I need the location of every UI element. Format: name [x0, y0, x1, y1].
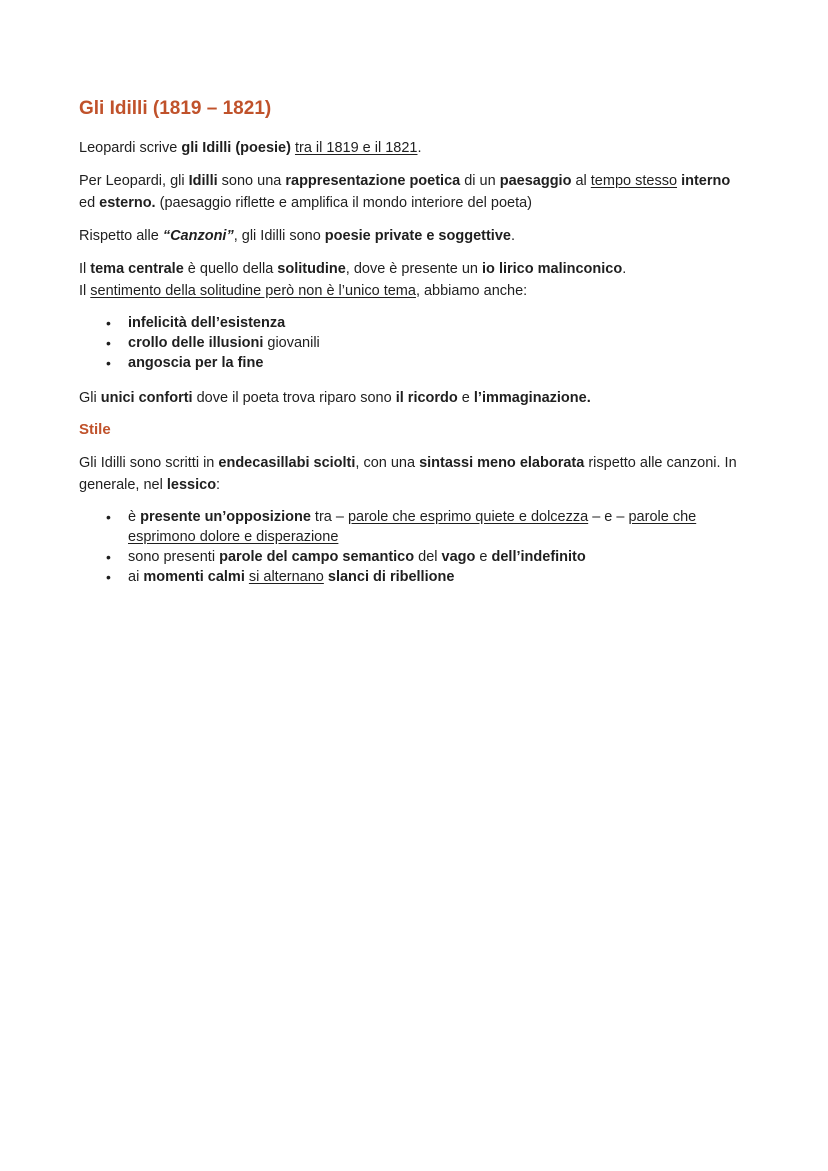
text-run: al	[571, 173, 591, 189]
text-run: ai	[128, 569, 144, 585]
text-run: Per Leopardi, gli	[79, 173, 189, 189]
text-run: tra il 1819 e il 1821	[294, 140, 418, 156]
text-run: sono presenti	[128, 549, 220, 565]
text-run: (paesaggio riflette e amplifica il mondo interiore del poeta)	[155, 195, 532, 211]
text-run: Leopardi scrive	[79, 140, 182, 156]
text-run: io lirico malinconico	[482, 261, 623, 277]
text-run: e	[475, 549, 492, 565]
text-run: l’immaginazione.	[473, 390, 591, 406]
text-run: è	[128, 509, 141, 525]
text-run: parole che esprimono dolore e disperazione	[128, 509, 697, 545]
text-run: , con una	[355, 455, 420, 471]
text-run: Gli	[79, 390, 101, 406]
list-item	[128, 567, 750, 587]
text-run: Gli Idilli sono scritti in	[79, 455, 219, 471]
list-item	[128, 507, 750, 547]
text-run: poesie private e soggettive	[324, 228, 511, 244]
text-run: vago	[441, 549, 476, 565]
text-run: , dove è presente un	[345, 261, 483, 277]
text-run: del	[414, 549, 442, 565]
text-run: tema centrale	[90, 261, 184, 277]
text-run: gli Idilli (poesie)	[181, 140, 291, 156]
text-run: parole che esprimo quiete e dolcezza	[347, 509, 589, 525]
text-run: .	[510, 228, 515, 244]
text-run: presente un’opposizione	[140, 509, 311, 525]
list-item	[128, 313, 750, 333]
text-run: sentimento della solitudine però non è l’unico tema	[90, 283, 416, 299]
paragraph	[79, 452, 750, 496]
text-run: e	[457, 390, 474, 406]
text-run: è quello della	[183, 261, 278, 277]
text-run: si alternano	[248, 569, 324, 585]
text-run: “Canzoni”	[162, 228, 234, 244]
text-run: paesaggio	[499, 173, 572, 189]
text-run: infelicità dell’esistenza	[128, 315, 286, 331]
text-run: tra –	[310, 509, 348, 525]
document-content	[79, 96, 750, 601]
list-item	[128, 353, 750, 373]
list-item	[128, 333, 750, 353]
text-run: solitudine	[277, 261, 346, 277]
paragraph	[79, 258, 750, 302]
text-run: di un	[460, 173, 500, 189]
text-run: sono una	[217, 173, 286, 189]
paragraph	[79, 387, 750, 409]
text-run: crollo delle illusioni	[128, 335, 264, 351]
text-run: esterno.	[99, 195, 156, 211]
text-run: parole del campo semantico	[219, 549, 415, 565]
bullet-list	[79, 507, 750, 587]
paragraph	[79, 137, 750, 159]
text-run: slanci di ribellione	[327, 569, 455, 585]
text-run: , gli Idilli sono	[233, 228, 325, 244]
text-run: dell’indefinito	[491, 549, 586, 565]
text-run: rappresentazione poetica	[285, 173, 461, 189]
text-run: momenti calmi	[143, 569, 245, 585]
text-run: sintassi meno elaborata	[419, 455, 585, 471]
page-title	[79, 96, 750, 121]
text-run: interno	[681, 173, 731, 189]
text-run: .	[417, 140, 422, 156]
text-run: rispetto alle canzoni. In generale, nel	[79, 455, 737, 493]
text-run: :	[216, 477, 221, 493]
text-run: angoscia per la fine	[128, 355, 264, 371]
bullet-list	[79, 313, 750, 373]
text-run: ed	[79, 195, 100, 211]
paragraph	[79, 225, 750, 247]
text-run: Gli Idilli (1819 – 1821)	[79, 98, 272, 119]
text-run: il ricordo	[395, 390, 458, 406]
text-run: Rispetto alle	[79, 228, 163, 244]
text-run: Idilli	[188, 173, 218, 189]
text-run: .	[622, 261, 627, 277]
paragraph	[79, 170, 750, 214]
text-run: – e –	[588, 509, 629, 525]
text-run: Stile	[79, 421, 111, 438]
text-run: , abbiamo anche:	[415, 283, 528, 299]
text-run: dove il poeta trova riparo sono	[192, 390, 396, 406]
text-run: giovanili	[263, 335, 320, 351]
text-run: lessico	[166, 477, 217, 493]
text-run: Il	[79, 283, 91, 299]
text-run: unici conforti	[100, 390, 193, 406]
list-item	[128, 547, 750, 567]
section-heading	[79, 420, 750, 440]
text-run: endecasillabi sciolti	[218, 455, 356, 471]
text-run: tempo stesso	[590, 173, 678, 189]
text-run: Il	[79, 261, 91, 277]
